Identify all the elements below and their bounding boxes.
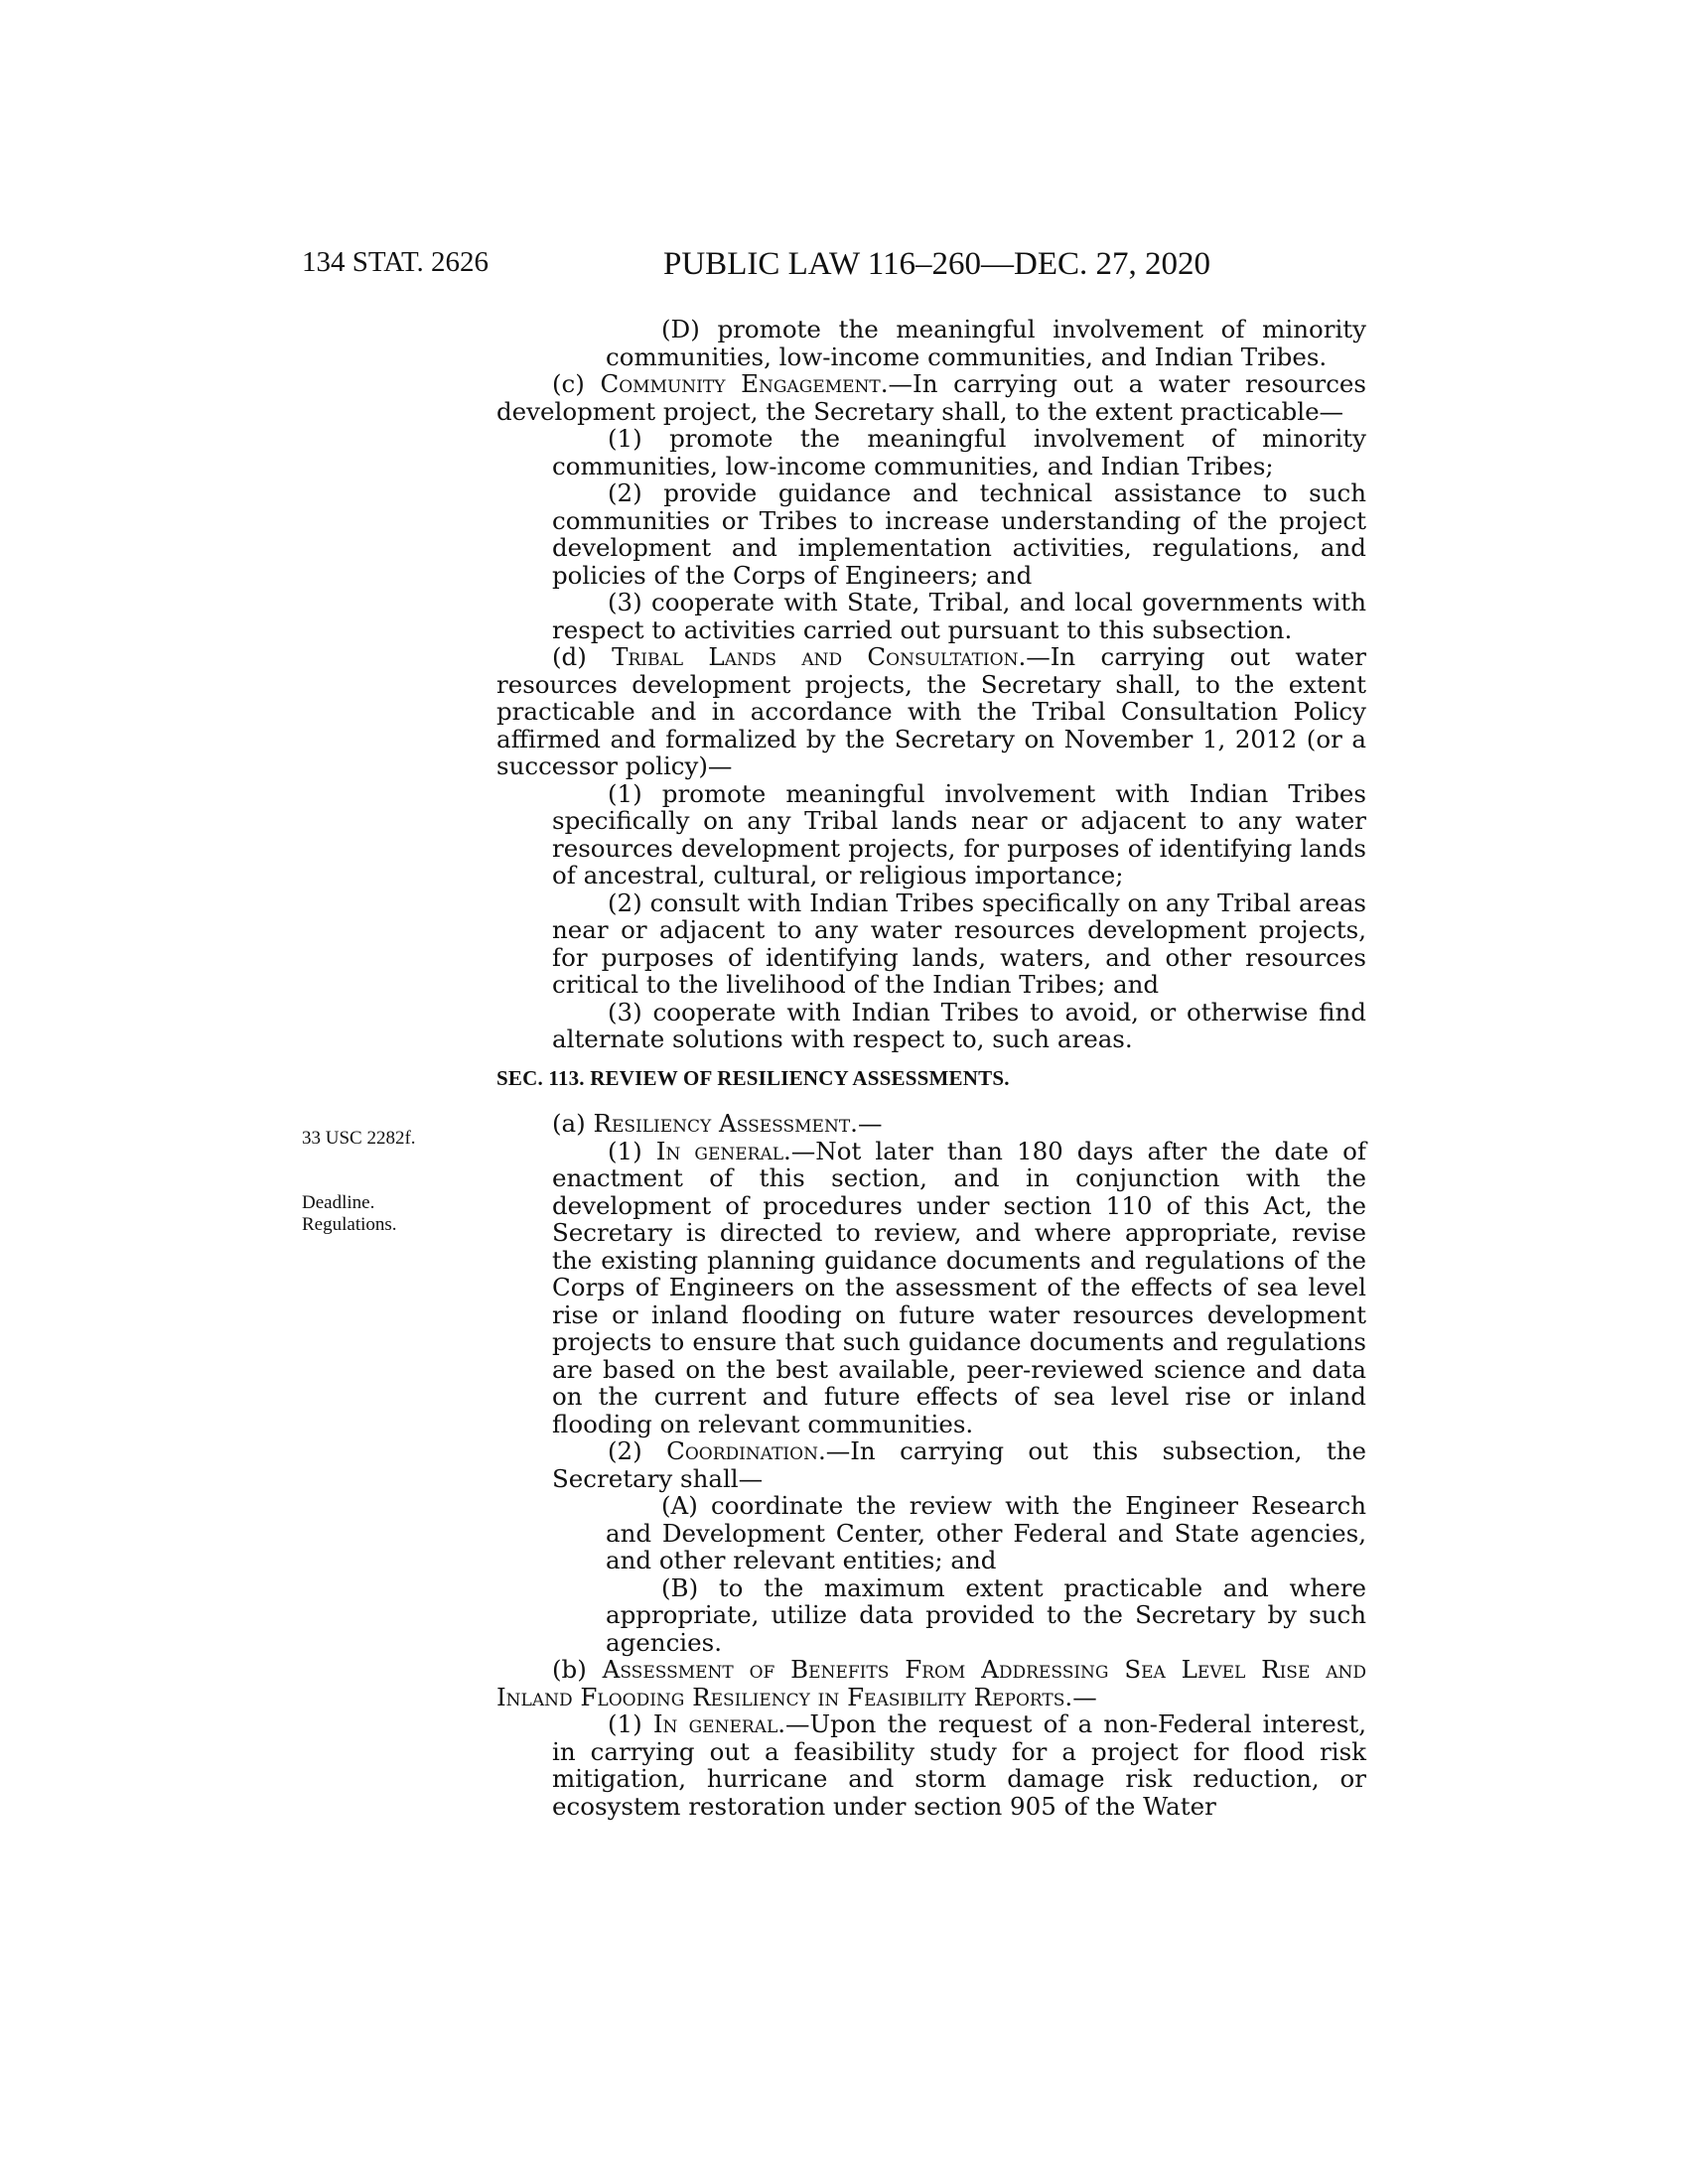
paragraph-c1: (1) promote the meaningful involvement of minority communities, low-income communities, and Indian Tribes;	[552, 424, 1366, 480]
margin-note-usc: 33 USC 2282f.	[302, 1128, 416, 1149]
subsection-a-heading: Resiliency Assessment	[593, 1109, 851, 1138]
margin-note-deadline: Deadline.	[302, 1192, 375, 1213]
statute-page-number: 134 STAT. 2626	[302, 246, 490, 278]
subsection-a: (a) Resiliency Assessment.—	[552, 1109, 883, 1138]
subsection-b: (b) Assessment of Benefits From Addressing Sea Level Rise and Inland Flooding Resiliency in Feasibility Reports.—	[496, 1655, 1366, 1711]
subsection-d-heading: Tribal Lands and Consultation	[612, 642, 1019, 671]
paragraph-d3: (3) cooperate with Indian Tribes to avoid, or otherwise find alternate solutions with respect to, such areas.	[552, 997, 1366, 1053]
paragraph-c3: (3) cooperate with State, Tribal, and local governments with respect to activities carried out pursuant to this subsection.	[552, 588, 1366, 644]
paragraph-a2: (2) Coordination.—In carrying out this subsection, the Secretary shall—	[552, 1436, 1366, 1493]
subsection-d: (d) Tribal Lands and Consultation.—In carrying out water resources development projects, the Secretary shall, to the extent practicable and in accordance with the Tribal Consultation Policy affirmed and formalized by the Secretary on November 1, 2012 (or a successor policy)—	[496, 642, 1366, 780]
page-header	[302, 246, 1366, 286]
subparagraph-a2A: (A) coordinate the review with the Engineer Research and Development Center, other Federal and State agencies, and other relevant entities; and	[606, 1491, 1366, 1574]
paragraph-c2: (2) provide guidance and technical assistance to such communities or Tribes to increase understanding of the project development and implementation activities, regulations, and policies of the Corps of Engineers; and	[552, 478, 1366, 590]
document-body	[496, 316, 1366, 1820]
paragraph-a1: (1) In general.—Not later than 180 days after the date of enactment of this section, and in conjunction with the development of procedures under section 110 of this Act, the Secretary is directed to review, and where appropriate, revise the existing planning guidance documents and regulations of the Corps of Engineers on the assessment of the effects of sea level rise or inland flooding on future water resources development projects to ensure that such guidance documents and regulations are based on the best available, peer-reviewed science and data on the current and future effects of sea level rise or inland flooding on relevant communities.	[552, 1136, 1366, 1438]
subparagraph-a2B: (B) to the maximum extent practicable and where appropriate, utilize data provided to the Secretary by such agencies.	[606, 1572, 1366, 1657]
paragraph-d2: (2) consult with Indian Tribes specifically on any Tribal areas near or adjacent to any water resources development projects, for purposes of identifying lands, waters, and other resources critical to the livelihood of the Indian Tribes; and	[552, 887, 1366, 999]
paragraph-d-sub: (D) promote the meaningful involvement of minority communities, low-income communities, and Indian Tribes.	[606, 315, 1366, 371]
subsection-c-heading: Community Engagement	[600, 369, 881, 398]
subsection-b-heading: Assessment of Benefits From Addressing Sea Level Rise and Inland Flooding Resiliency in Feasibility Reports	[496, 1655, 1366, 1711]
subsection-c: (c) Community Engagement.—In carrying out a water resources development project, the Secretary shall, to the extent practicable—	[496, 369, 1366, 426]
margin-note-regulations: Regulations.	[302, 1214, 397, 1235]
running-head: PUBLIC LAW 116–260—DEC. 27, 2020	[663, 246, 1211, 282]
section-heading: SEC. 113. REVIEW OF RESILIENCY ASSESSMENTS.	[496, 1065, 1010, 1090]
paragraph-b1: (1) In general.—Upon the request of a non-Federal interest, in carrying out a feasibility study for a project for flood risk mitigation, hurricane and storm damage risk reduction, or ecosystem restoration under section 905 of the Water	[552, 1709, 1366, 1821]
paragraph-d1: (1) promote meaningful involvement with Indian Tribes specifically on any Tribal lands near or adjacent to any water resources development projects, for purposes of identifying lands of ancestral, cultural, or religious importance;	[552, 778, 1366, 889]
